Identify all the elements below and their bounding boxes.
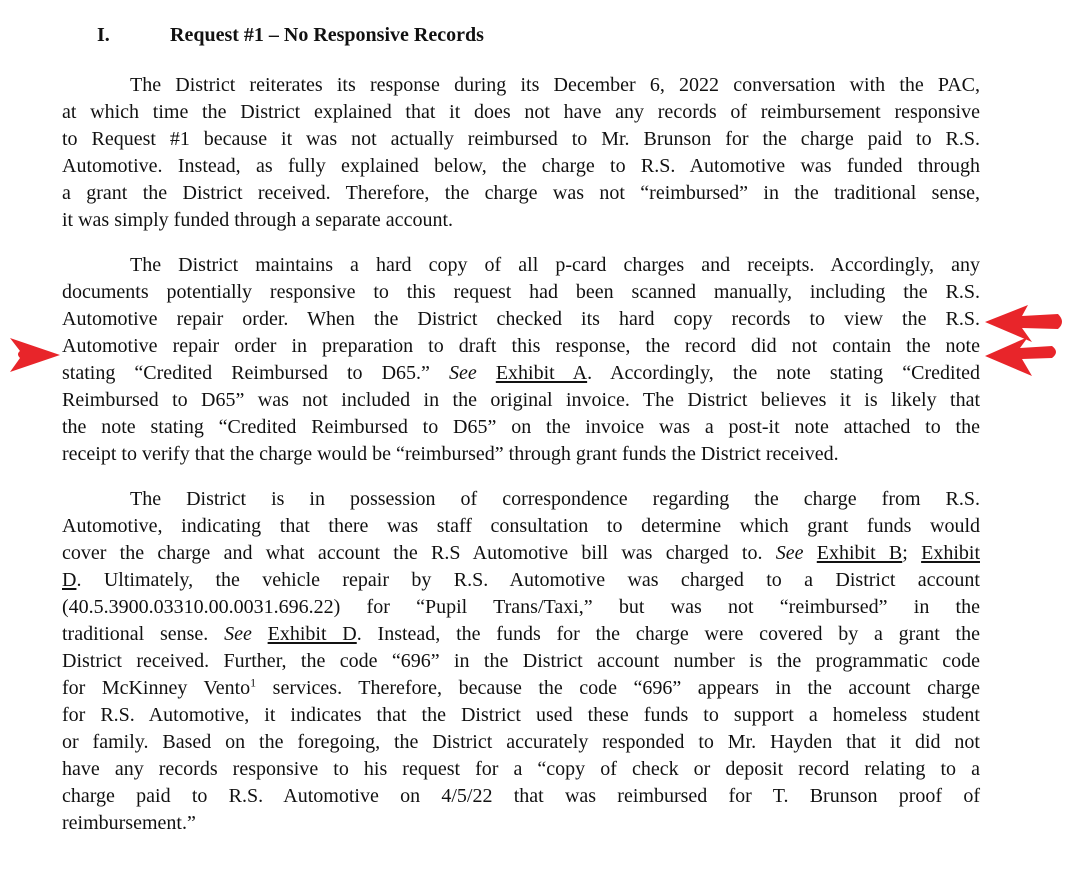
text-line [62,702,980,729]
text-line [62,540,980,567]
paragraph [62,486,980,837]
text-segment: charge paid to R.S. Automotive on 4/5/22 that was reimbursed for T. Brunson proof of [62,785,980,807]
section-title: Request #1 – No Responsive Records [170,24,484,46]
exhibit-reference: Exhibit A [495,362,588,384]
text-segment: ; [902,542,922,564]
text-line [62,729,980,756]
text-line [62,810,980,837]
text-segment: . Ultimately, the vehicle repair by R.S. Automotive was charged to a District account [76,569,980,591]
text-line [62,675,980,702]
text-segment: Automotive. Instead, as fully explained below, the charge to R.S. Automotive was funded through [62,155,980,177]
text-line [62,306,980,333]
text-segment: (40.5.3900.03310.00.0031.696.22) for “Pupil Trans/Taxi,” but was not “reimbursed” in the [62,596,980,618]
text-segment: a grant the District received. Therefore, the charge was not “reimbursed” in the traditional sense, [62,182,980,204]
text-segment: . Instead, the funds for the charge were covered by a grant the [356,623,980,645]
section-heading [97,22,484,49]
text-segment: the note stating “Credited Reimbursed to D65” on the invoice was a post-it note attached to the [62,416,980,438]
text-segment: have any records responsive to his request for a “copy of check or deposit record relating to a [62,758,980,780]
document-body [62,72,980,855]
text-line [62,594,980,621]
text-segment: Automotive repair order. When the District checked its hard copy records to view the R.S. [62,308,980,330]
text-segment: receipt to verify that the charge would be “reimbursed” through grant funds the District received. [62,443,839,465]
text-segment: Automotive, indicating that there was staff consultation to determine which grant funds would [62,515,980,537]
exhibit-reference: Exhibit [921,542,980,564]
text-line [62,180,980,207]
text-segment: District received. Further, the code “696” in the District account number is the programmatic code [62,650,980,672]
text-line [62,783,980,810]
text-segment: or family. Based on the foregoing, the District accurately responded to Mr. Hayden that it did not [62,731,980,753]
text-segment: See [448,362,477,384]
arrow-right-icon [6,336,62,374]
text-segment: Reimbursed to D65” was not included in the original invoice. The District believes it is likely that [62,389,980,411]
text-line [62,279,980,306]
text-segment: documents potentially responsive to this request had been scanned manually, including the R.S. [62,281,980,303]
paragraph [62,72,980,234]
exhibit-reference: D [62,569,77,591]
text-segment: cover the charge and what account the R.S Automotive bill was charged to. [62,542,776,564]
text-line [62,567,980,594]
text-line [62,648,980,675]
text-line [62,513,980,540]
text-line [62,756,980,783]
arrow-left-icon [980,334,1065,379]
text-segment: The District reiterates its response during its December 6, 2022 conversation with the PAC, [130,74,980,96]
text-segment: stating “Credited Reimbursed to D65.” [62,362,449,384]
text-segment [252,623,268,645]
exhibit-reference: Exhibit B [816,542,903,564]
text-segment: . Accordingly, the note stating “Credited [587,362,980,384]
section-number: I. [97,24,110,46]
text-line [62,153,980,180]
text-segment: The District maintains a hard copy of all p-card charges and receipts. Accordingly, any [130,254,980,276]
text-segment: for R.S. Automotive, it indicates that the District used these funds to support a homeless student [62,704,980,726]
text-line [62,414,980,441]
text-line [62,486,980,513]
text-segment: See [224,623,252,645]
text-line [62,207,980,234]
text-segment: to Request #1 because it was not actually reimbursed to Mr. Brunson for the charge paid to R.S. [62,128,980,150]
text-line [62,387,980,414]
text-segment: traditional sense. [62,623,225,645]
text-line [62,126,980,153]
text-line [62,621,980,648]
text-segment: reimbursement.” [62,812,196,834]
text-segment: Automotive repair order in preparation to draft this response, the record did not contain the note [62,335,980,357]
text-segment [477,362,496,384]
exhibit-reference: Exhibit D [267,623,357,645]
text-segment: The District is in possession of correspondence regarding the charge from R.S. [130,488,980,510]
paragraph [62,252,980,468]
text-segment [804,542,817,564]
text-segment: it was simply funded through a separate account. [62,209,453,231]
text-line [62,441,980,468]
text-line [62,360,980,387]
footnote-marker: 1 [250,675,257,690]
text-segment: at which time the District explained that it does not have any records of reimbursement responsive [62,101,980,123]
text-line [62,333,980,360]
text-segment: See [775,542,804,564]
text-line [62,99,980,126]
text-segment: services. Therefore, because the code “696” appears in the account charge [256,677,981,699]
text-line [62,252,980,279]
text-segment: for McKinney Vento [62,677,251,699]
text-line [62,72,980,99]
